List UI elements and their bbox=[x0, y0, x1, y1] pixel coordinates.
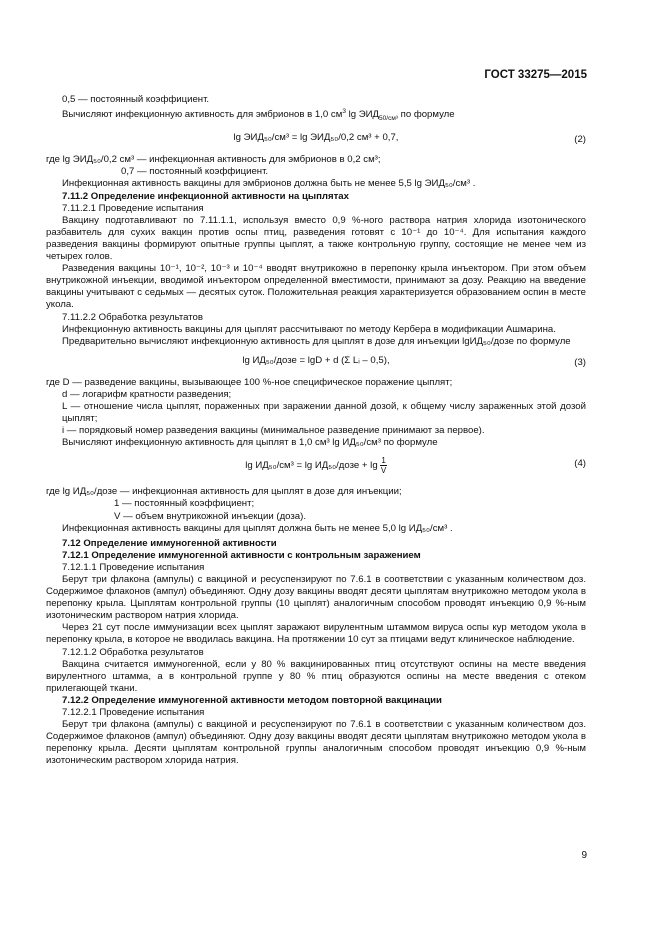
formula-2 bbox=[46, 132, 586, 148]
definition: i — порядковый номер разведения вакцины (минимальное разведение принимают за первое). bbox=[62, 425, 485, 437]
text-line: Вычисляют инфекционную активность для эмбрионов в 1,0 $см^3$ $\lg ЭИД_{50/см^3}$ по формуле bbox=[62, 108, 455, 123]
paragraph: Инфекционная активность вакцины для цыплят должна быть не менее 5,0 lg ИД₅₀/см³ . bbox=[62, 522, 453, 534]
formula-number: (3) bbox=[574, 356, 586, 368]
section-heading: 7.12.2 Определение иммуногенной активности методом повторной вакцинации bbox=[62, 694, 442, 706]
subsection-heading: 7.12.1.2 Обработка результатов bbox=[62, 646, 204, 658]
definition: L — отношение числа цыплят, пораженных при заражении данной дозой, к общему числу зараженных этой дозой цыплят; bbox=[62, 400, 586, 425]
text-line: Инфекционная активность вакцины для эмбрионов должна быть не менее 5,5 lg ЭИД₅₀/см³ . bbox=[62, 178, 476, 190]
definition: где lg ИД₅₀/дозе — инфекционная активность для цыплят в дозе для инъекции; bbox=[46, 486, 402, 498]
page-number: 9 bbox=[581, 850, 587, 861]
document-body bbox=[46, 94, 586, 768]
subsection-heading: 7.12.1.1 Проведение испытания bbox=[62, 561, 205, 573]
formula-4 bbox=[46, 456, 586, 480]
definition: 0,7 — постоянный коэффициент. bbox=[121, 166, 269, 178]
definition: где lg ЭИД₅₀/0,2 см³ — инфекционная активность для эмбрионов в 0,2 см³; bbox=[46, 154, 381, 166]
formula-number: (2) bbox=[574, 134, 586, 146]
subsection-heading: 7.11.2.2 Обработка результатов bbox=[62, 311, 203, 323]
section-heading: 7.11.2 Определение инфекционной активности на цыплятах bbox=[62, 190, 349, 202]
paragraph: Вакцину подготавливают по 7.11.1.1, используя вместо 0,9 %-ного раствора натрия хлорида изотонического разбавитель для сухих вакцин против оспы птиц, разведения готовят с 10⁻¹ до 10⁻⁴. Для испытания каждого разведения вакцины формируют опытные группы цыплят, а также контрольную группу, состоящие не менее чем из четырех голов. bbox=[46, 214, 586, 263]
section-heading: 7.12.1 Определение иммуногенной активности с контрольным заражением bbox=[62, 549, 421, 561]
paragraph: Берут три флакона (ампулы) с вакциной и ресуспензируют по 7.6.1 в соответствии с указанным количеством доз. Содержимое флаконов (ампул) объединяют. Одну дозу вакцины вводят десяти цыплятам внутрикожно методом укола в перепонку крыла. Десяти цыплятам контрольной группы аналогичным способом проводят инъекцию 0,9 %-ным изотоническим раствором хлорида натрия. bbox=[46, 719, 586, 767]
paragraph: Берут три флакона (ампулы) с вакциной и ресуспензируют по 7.6.1 в соответствии с указанным количеством доз. Содержимое флаконов (ампул) объединяют. Одну дозу вакцины вводят десяти цыплятам внутрикожно методом укола в перепонку крыла. Цыплятам контрольной группы (10 цыплят) аналогичным способом проводят инъекцию 0,9 %-ным изотоническим раствором натрия хлорида. bbox=[46, 574, 586, 622]
paragraph: Разведения вакцины 10⁻¹, 10⁻², 10⁻³ и 10⁻⁴ вводят внутрикожно в перепонку крыла инъектором. При этом объем внутрикожной инъекции, вводимой инъектором определенной вместимости, принимают за дозу. Реакцию на введение вакцины учитывают с седьмых — десятых суток. Положительная реакция характеризуется образованием оспин в месте укола. bbox=[46, 263, 586, 311]
subsection-heading: 7.12.2.1 Проведение испытания bbox=[62, 707, 205, 719]
fraction: $\frac{1}{V}$ bbox=[380, 456, 387, 476]
paragraph: Инфекционную активность вакцины для цыплят рассчитывают по методу Кербера в модификации Ашмарина. bbox=[62, 323, 556, 335]
formula-3 bbox=[46, 355, 586, 371]
paragraph: Вакцина считается иммуногенной, если у 80 % вакцинированных птиц отсутствуют оспины на месте введения вирулентного штамма, а в контрольной группе у 80 % птиц образуются оспины на месте введения с отеком прилегающей ткани. bbox=[46, 658, 586, 694]
section-heading: 7.12 Определение иммуногенной активности bbox=[62, 537, 277, 549]
definition: d — логарифм кратности разведения; bbox=[62, 388, 232, 400]
formula-text: lg ЭИД₅₀/см³ = lg ЭИД₅₀/0,2 см³ + 0,7, bbox=[233, 132, 399, 144]
definition: V — объем внутрикожной инъекции (доза). bbox=[114, 510, 306, 522]
formula-number: (4) bbox=[574, 458, 586, 470]
paragraph: Через 21 сут после иммунизации всех цыплят заражают вирулентным штаммом вируса оспы кур методом укола в перепонку крыла, в которое не вводилась вакцина. На протяжении 10 сут за птицами ведут клиническое наблюдение. bbox=[46, 622, 586, 646]
document-header: ГОСТ 33275—2015 bbox=[484, 69, 587, 81]
definition: где D — разведение вакцины, вызывающее 100 %-ное специфическое поражение цыплят; bbox=[46, 376, 453, 388]
formula-text: lg ИД₅₀/см³ = lg ИД₅₀/дозе + lg $\frac{1}{V}$ bbox=[245, 456, 387, 476]
definition: 1 — постоянный коэффициент; bbox=[114, 498, 255, 510]
text-line: 0,5 — постоянный коэффициент. bbox=[62, 94, 210, 105]
subsection-heading: 7.11.2.1 Проведение испытания bbox=[62, 202, 204, 214]
formula-text: lg ИД₅₀/дозе = lgD + d (Σ Lᵢ – 0,5), bbox=[242, 354, 390, 366]
paragraph: Предварительно вычисляют инфекционную активность для цыплят в дозе для инъекции lgИД₅₀/дозе по формуле bbox=[62, 335, 571, 347]
paragraph: Вычисляют инфекционную активность для цыплят в 1,0 см³ lg ИД₅₀/см³ по формуле bbox=[62, 437, 438, 449]
